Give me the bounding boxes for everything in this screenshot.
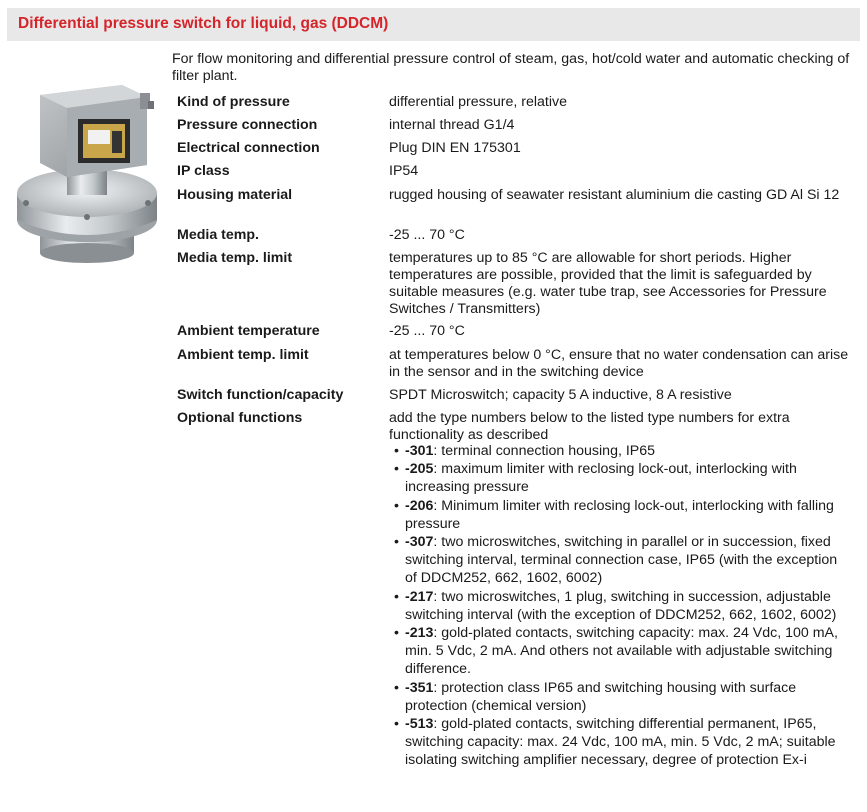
- spec-label: Electrical connection: [177, 140, 320, 156]
- list-item: [390, 460, 850, 496]
- spec-label: Switch function/capacity: [177, 387, 344, 403]
- option-text: : maximum limiter with reclosing lock-out, interlocking with increasing pressure: [405, 461, 797, 496]
- spec-label: Housing material: [177, 187, 293, 203]
- option-text: : two microswitches, switching in parallel or in succession, fixed switching interval, terminal connection case, IP65 (with the exception of DDCM252, 662, 1602, 6002): [405, 534, 838, 587]
- option-text: : two microswitches, 1 plug, switching in succession, adjustable switching interval (with the exception of DDCM252, 662, 1602, 6002): [405, 588, 837, 623]
- option-text: : terminal connection housing, IP65: [433, 443, 656, 459]
- option-code: -513: [405, 716, 434, 733]
- spec-label: Pressure connection: [177, 117, 318, 133]
- option-code: -301: [405, 443, 434, 459]
- list-item: [390, 624, 850, 679]
- option-text: : protection class IP65 and switching housing with surface protection (chemical version): [405, 679, 797, 714]
- list-item: [390, 442, 850, 460]
- spec-value: IP54: [389, 163, 419, 179]
- option-code: -217: [405, 588, 434, 605]
- spec-label: IP class: [177, 163, 230, 179]
- spec-value: add the type numbers below to the listed type numbers for extra functionality as described: [389, 410, 790, 443]
- option-text: : gold-plated contacts, switching capacity: max. 24 Vdc, 100 mA, min. 5 Vdc, 2 mA. And others not available with adjustable switching difference.: [405, 625, 838, 678]
- list-item: [390, 588, 850, 624]
- option-text: : gold-plated contacts, switching differential permanent, IP65, switching capacity: max. 24 Vdc, 100 mA, min. 5 Vdc, 2 mA; suitable isolating switching amplifier necessary, degree of protection Ex-i: [405, 716, 836, 769]
- spec-label: Ambient temperature: [177, 323, 320, 339]
- spec-value: -25 ... 70 °C: [389, 323, 465, 339]
- section-title: Differential pressure switch for liquid, gas (DDCM): [18, 15, 389, 32]
- section-header: [7, 8, 860, 41]
- list-item: [390, 533, 850, 588]
- list-item: [390, 715, 850, 770]
- spec-label: Ambient temp. limit: [177, 347, 309, 363]
- product-image: [12, 75, 162, 275]
- spec-value: Plug DIN EN 175301: [389, 140, 521, 156]
- intro-text: For flow monitoring and differential pressure control of steam, gas, hot/cold water and automatic checking of filter plant.: [172, 51, 850, 84]
- option-code: -307: [405, 534, 434, 551]
- spec-value: temperatures up to 85 °C are allowable for short periods. Higher temperatures are possible, provided that the limit is safeguarded by suitable measures (e.g. water tube trap, see Accessories for Pressure Switches / Transmitters): [389, 250, 827, 317]
- option-code: -351: [405, 679, 434, 696]
- spec-value: rugged housing of seawater resistant aluminium die casting GD Al Si 12: [389, 187, 840, 203]
- spec-value: differential pressure, relative: [389, 94, 567, 110]
- list-item: [390, 679, 850, 715]
- spec-value: internal thread G1/4: [389, 117, 515, 133]
- option-text: : Minimum limiter with reclosing lock-out, interlocking with falling pressure: [405, 497, 834, 532]
- option-code: -205: [405, 461, 434, 478]
- list-item: [390, 497, 850, 533]
- spec-value: at temperatures below 0 °C, ensure that no water condensation can arise in the sensor and in the switching device: [389, 347, 849, 380]
- spec-label: Media temp.: [177, 227, 259, 243]
- spec-value: SPDT Microswitch; capacity 5 A inductive, 8 A resistive: [389, 387, 732, 403]
- spec-value: -25 ... 70 °C: [389, 227, 465, 243]
- option-code: -206: [405, 497, 434, 514]
- spec-label: Optional functions: [177, 410, 303, 426]
- option-code: -213: [405, 625, 434, 642]
- spec-label: Kind of pressure: [177, 94, 290, 110]
- option-list: [390, 442, 850, 770]
- spec-label: Media temp. limit: [177, 250, 293, 266]
